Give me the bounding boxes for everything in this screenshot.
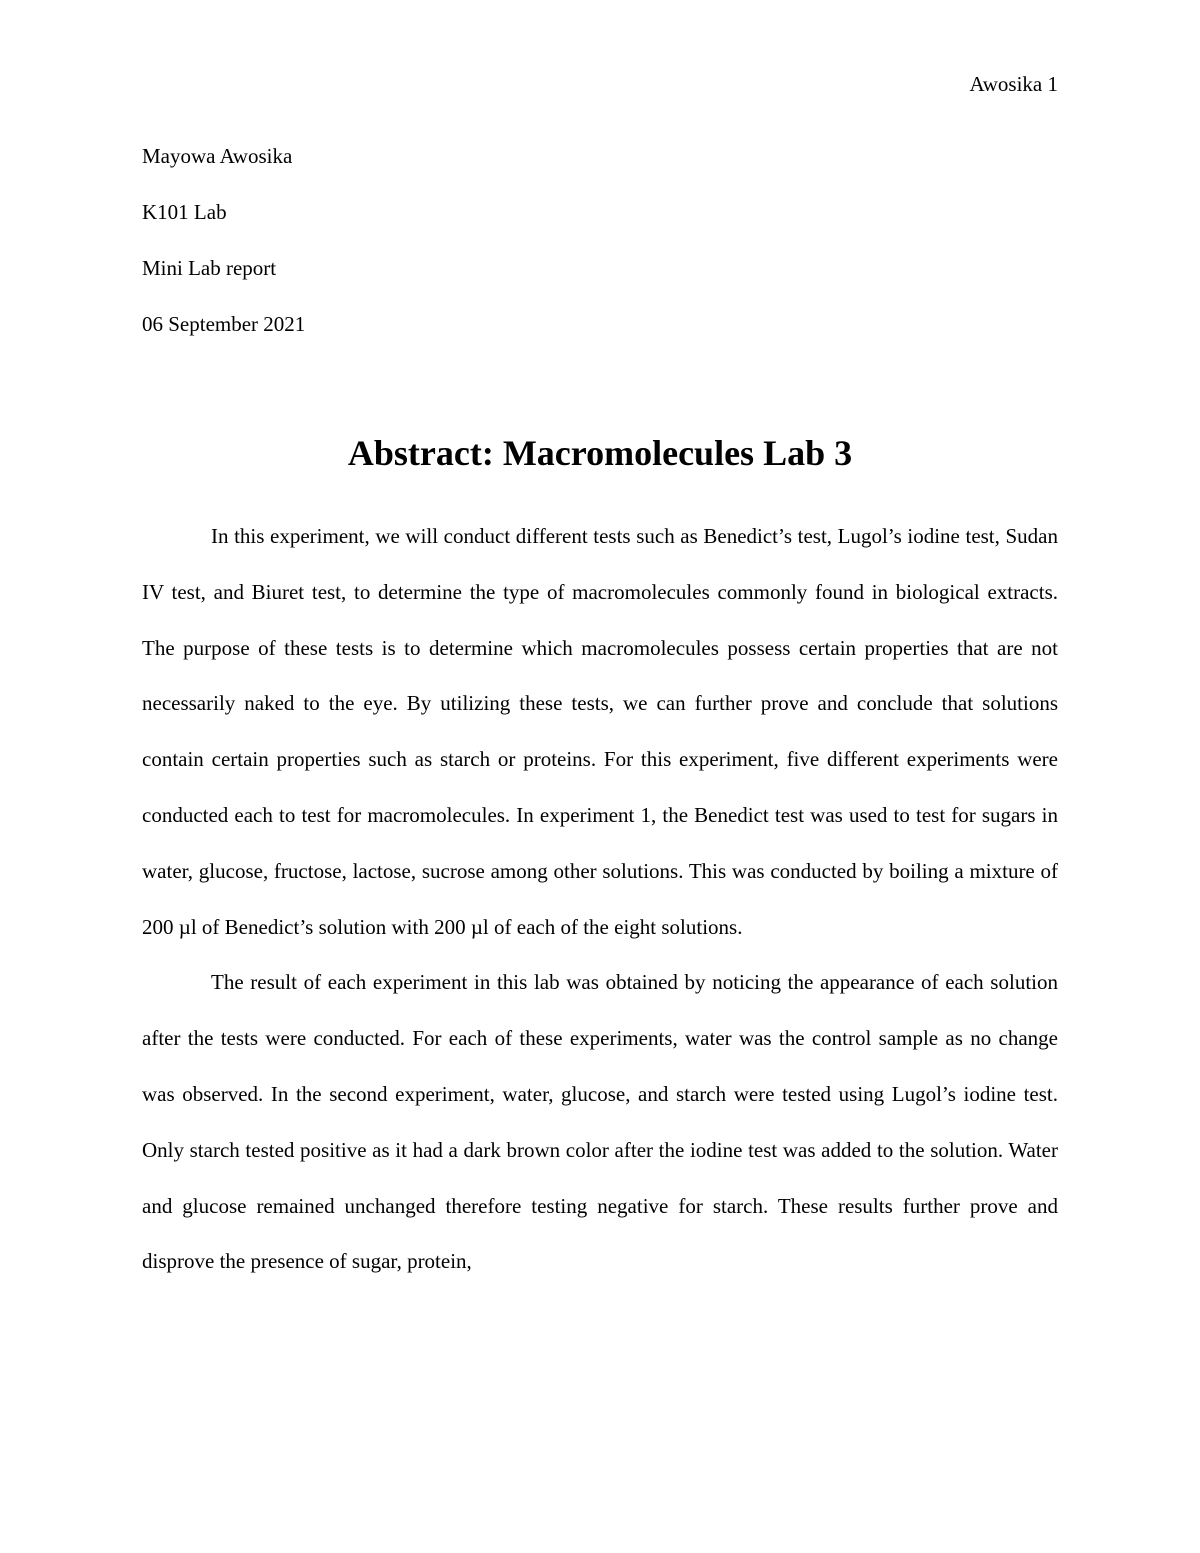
running-head: Awosika 1 <box>969 72 1058 96</box>
body-text <box>142 509 1058 1290</box>
paragraph-1: In this experiment, we will conduct different tests such as Benedict’s test, Lugol’s iodine test, Sudan IV test, and Biuret test, to determine the type of macromolecules commonly found in biological extracts. The purpose of these tests is to determine which macromolecules possess certain properties that are not necessarily naked to the eye. By utilizing these tests, we can further prove and conclude that solutions contain certain properties such as starch or proteins. For this experiment, five different experiments were conducted each to test for macromolecules. In experiment 1, the Benedict test was used to test for sugars in water, glucose, fructose, lactose, sucrose among other solutions. This was conducted by boiling a mixture of 200 µl of Benedict’s solution with 200 µl of each of the eight solutions. <box>142 524 1058 939</box>
author-name: Mayowa Awosika <box>142 144 293 168</box>
paragraph-2: The result of each experiment in this lab was obtained by noticing the appearance of each solution after the tests were conducted. For each of these experiments, water was the control sample as no change was observed. In the second experiment, water, glucose, and starch were tested using Lugol’s iodine test. Only starch tested positive as it had a dark brown color after the iodine test was added to the solution. Water and glucose remained unchanged therefore testing negative for starch. These results further prove and disprove the presence of sugar, protein, <box>142 970 1058 1274</box>
assignment-name: Mini Lab report <box>142 256 277 280</box>
document-title: Abstract: Macromolecules Lab 3 <box>347 433 853 473</box>
report-date: 06 September 2021 <box>142 312 306 336</box>
mla-heading <box>142 142 1058 366</box>
course-name: K101 Lab <box>142 200 227 224</box>
